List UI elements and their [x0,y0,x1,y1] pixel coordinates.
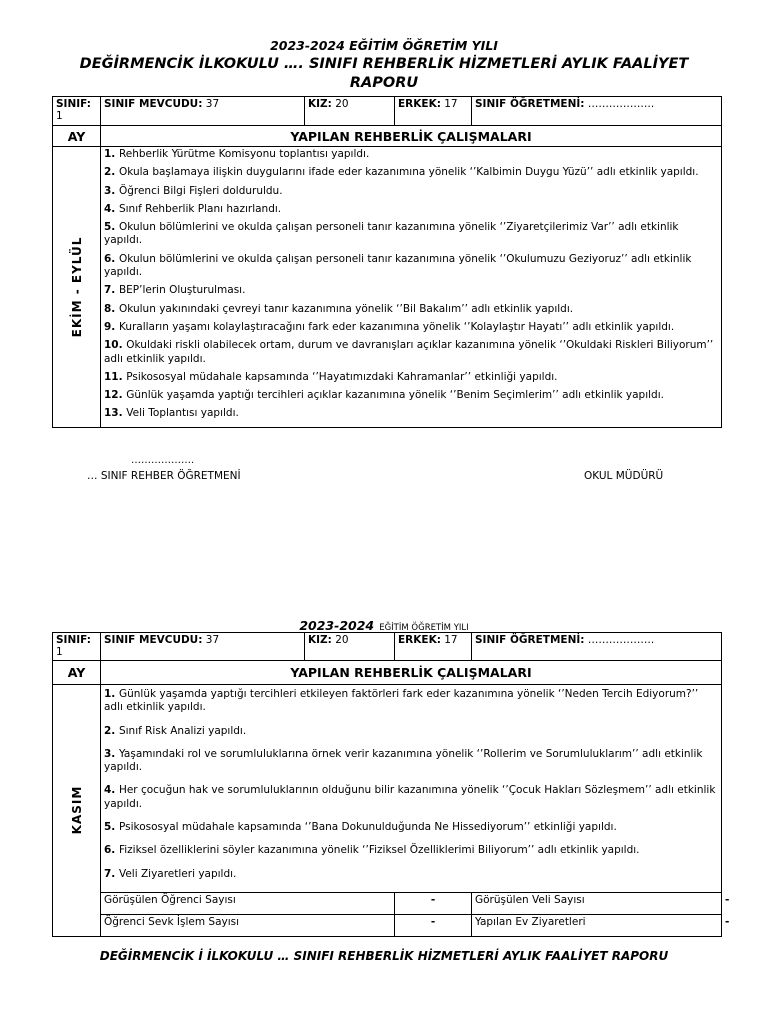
activity-text: Okula başlamaya ilişkin duygularını ifade eder kazanımına yönelik ‘’Kalbimin Duygu Yüzü’’ adlı etkinlik yapıldı. [118,166,699,179]
erkek-value: 17 [444,634,458,646]
principal-signature-label: OKUL MÜDÜRÜ [584,470,664,482]
column-header-row [53,661,722,685]
activity-number: 3. [104,184,119,197]
footer-title: DEĞİRMENCİK İ İLKOKULU … SINIFI REHBERLİK HİZMETLERİ AYLIK FAALİYET RAPORU [99,949,669,963]
activity-text: Okulun bölümlerini ve okulda çalışan personeli tanır kazanımına yönelik ‘’Ziyaretçilerimiz Var’’ adlı etkinlik yapıldı. [104,221,679,247]
sinif-cell [53,97,101,126]
count-label: Yapılan Ev Ziyaretleri [472,914,722,936]
info-row [53,633,722,661]
count-label: Öğrenci Sevk İşlem Sayısı [101,914,395,936]
activity-text: Okuldaki riskli olabilecek ortam, durum ve davranışları açıklar kazanımına yönelik ‘’Okuldaki Riskleri Biliyorum’’ adlı etkinlik yapıldı. [104,339,714,365]
activity-number: 2. [104,724,119,737]
count-label: Görüşülen Veli Sayısı [472,892,722,914]
activities-row [53,147,722,428]
activity-item [104,748,718,775]
document-title: DEĞİRMENCİK İLKOKULU …. SINIFI REHBERLİK HİZMETLERİ AYLIK FAALİYET RAPORU [79,56,689,91]
activity-item [104,868,718,881]
activity-text: Sınıf Risk Analizi yapıldı. [118,724,247,737]
activity-number: 1. [104,688,119,700]
month-label: EKİM - EYLÜL [69,236,84,338]
activity-item [104,688,718,715]
erkek-label: ERKEK: [398,634,441,646]
sinif-label: SINIF: [56,98,91,110]
mevcut-cell [101,97,305,126]
month-cell [53,147,101,428]
mevcut-value: 37 [205,634,220,646]
activity-item [104,148,718,161]
erkek-label: ERKEK: [398,98,441,110]
column-header-row [53,126,722,147]
kiz-label: KIZ: [308,98,332,110]
activity-text: Günlük yaşamda yaptığı tercihleri açıklar kazanımına yönelik ‘’Benim Seçimlerim’’ adlı etkinlik yapıldı. [126,389,664,402]
activity-item [104,185,718,198]
activity-item [104,303,718,316]
activity-number: 6. [104,252,119,265]
ogretmen-label: SINIF ÖĞRETMENİ: [475,634,585,646]
calismalar-header: YAPILAN REHBERLİK ÇALIŞMALARI [101,661,722,685]
activity-number: 8. [104,302,119,315]
ay-header: AY [53,126,101,147]
count-label: Görüşülen Öğrenci Sayısı [101,892,395,914]
activity-text: Günlük yaşamda yaptığı tercihleri etkileyen faktörleri fark eder kazanımına yönelik ‘’Neden Tercih Ediyorum?’’ adlı etkinlik yapıldı. [104,688,699,714]
calismalar-header: YAPILAN REHBERLİK ÇALIŞMALARI [101,126,722,147]
activity-item [104,821,718,834]
activity-number: 5. [104,221,119,234]
kiz-value: 20 [335,634,349,646]
activity-text: Psikososyal müdahale kapsamında ‘’Hayatımızdaki Kahramanlar’’ etkinliği yapıldı. [126,370,558,383]
ogretmen-cell [472,633,722,661]
ogretmen-cell [472,97,722,126]
kiz-value: 20 [335,98,349,110]
activity-text: Psikososyal müdahale kapsamında ‘’Bana Dokunulduğunda Ne Hissediyorum’’ etkinliği yapıldı. [118,821,617,834]
activity-item [104,166,718,179]
activity-text: BEP’lerin Oluşturulması. [118,284,246,297]
activity-text: Her çocuğun hak ve sorumluluklarının olduğunu bilir kazanımına yönelik ‘’Çocuk Hakları Sözleşmem’’ adlı etkinlik yapıldı. [104,784,716,810]
sinif-value: 1 [56,646,63,658]
activity-text: Öğrenci Bilgi Fişleri dolduruldu. [118,184,283,197]
ogretmen-label: SINIF ÖĞRETMENİ: [475,98,585,110]
report-table-2 [52,632,730,937]
activity-number: 4. [104,784,119,797]
activities-list [101,147,722,428]
activity-number: 5. [104,821,119,834]
kiz-cell [305,633,395,661]
activity-text: Okulun bölümlerini ve okulda çalışan personeli tanır kazanımına yönelik ‘’Okulumuzu Geziyoruz’’ adlı etkinlik yapıldı. [104,252,692,279]
month-cell [53,685,101,937]
activity-item [104,784,718,811]
mevcut-cell [101,633,305,661]
ay-header: AY [53,661,101,685]
sinif-label: SINIF: [56,634,91,646]
report-table-1 [52,96,722,428]
kiz-cell [305,97,395,126]
info-row [53,97,722,126]
mevcut-value: 37 [205,98,220,110]
activity-number: 7. [104,284,119,297]
sinif-cell [53,633,101,661]
activity-text: Okulun yakınındaki çevreyi tanır kazanımına yönelik ‘’Bil Bakalım’’ adlı etkinlik yapıldı. [118,302,574,315]
kiz-label: KIZ: [308,634,332,646]
activity-text: Veli Ziyaretleri yapıldı. [118,867,237,880]
activity-item [104,221,718,248]
activity-text: Rehberlik Yürütme Komisyonu toplantısı yapıldı. [118,148,370,160]
erkek-value: 17 [444,98,458,110]
activity-item [104,339,718,366]
month-label: KASIM [69,786,84,835]
activity-number: 2. [104,166,119,179]
activity-number: 10. [104,339,127,352]
activity-number: 13. [104,407,127,420]
count-row: Görüşülen Öğrenci Sayısı - Görüşülen Veli Sayısı - [53,892,722,914]
activity-item [104,321,718,334]
activity-text: Kuralların yaşamı kolaylaştıracağını fark eder kazanımına yönelik ‘’Kolaylaştır Hayatı’’ adlı etkinlik yapıldı. [118,320,675,333]
mevcut-label: SINIF MEVCUDU: [104,634,203,646]
activity-item [104,725,718,738]
activity-number: 12. [104,389,127,402]
count-value: - [395,914,472,936]
activity-text: Veli Toplantısı yapıldı. [126,407,239,420]
teacher-signature-label: … SINIF REHBER ÖĞRETMENİ [87,470,241,482]
ogretmen-value: ………………. [587,634,655,646]
ogretmen-value: ………………. [587,98,655,110]
document-year-heading: 2023-2024 EĞİTİM ÖĞRETİM YILI [270,38,498,53]
activity-text: Sınıf Rehberlik Planı hazırlandı. [118,202,282,215]
activity-number: 4. [104,202,119,215]
activity-number: 3. [104,747,119,760]
activity-item [104,389,718,402]
activity-text: Yaşamındaki rol ve sorumluluklarına örnek verir kazanımına yönelik ‘’Rollerim ve Sorumluluklarım’’ adlı etkinlik yapıldı. [104,747,703,774]
activity-item [104,371,718,384]
activities-row [53,685,722,893]
year-value: 2023-2024 [299,618,375,633]
count-row: Öğrenci Sevk İşlem Sayısı - Yapılan Ev Ziyaretleri - [53,914,722,936]
activity-number: 9. [104,320,119,333]
sinif-value: 1 [56,110,63,122]
activity-text: Fiziksel özelliklerini söyler kazanımına yönelik ‘’Fiziksel Özelliklerimi Biliyorum’’ adlı etkinlik yapıldı. [118,844,640,857]
activity-number: 11. [104,370,127,383]
activity-number: 6. [104,844,119,857]
activity-item [104,203,718,216]
activities-list [101,685,722,893]
activity-item [104,844,718,857]
count-value: - [395,892,472,914]
activity-number: 7. [104,867,119,880]
activity-item [104,284,718,297]
erkek-cell [395,633,472,661]
activity-item [104,253,718,280]
activity-item [104,407,718,420]
year-text: EĞİTİM ÖĞRETİM YILI [379,623,469,633]
activity-number: 1. [104,148,119,160]
erkek-cell [395,97,472,126]
mevcut-label: SINIF MEVCUDU: [104,98,203,110]
signature-dots: ………………. [131,455,195,466]
